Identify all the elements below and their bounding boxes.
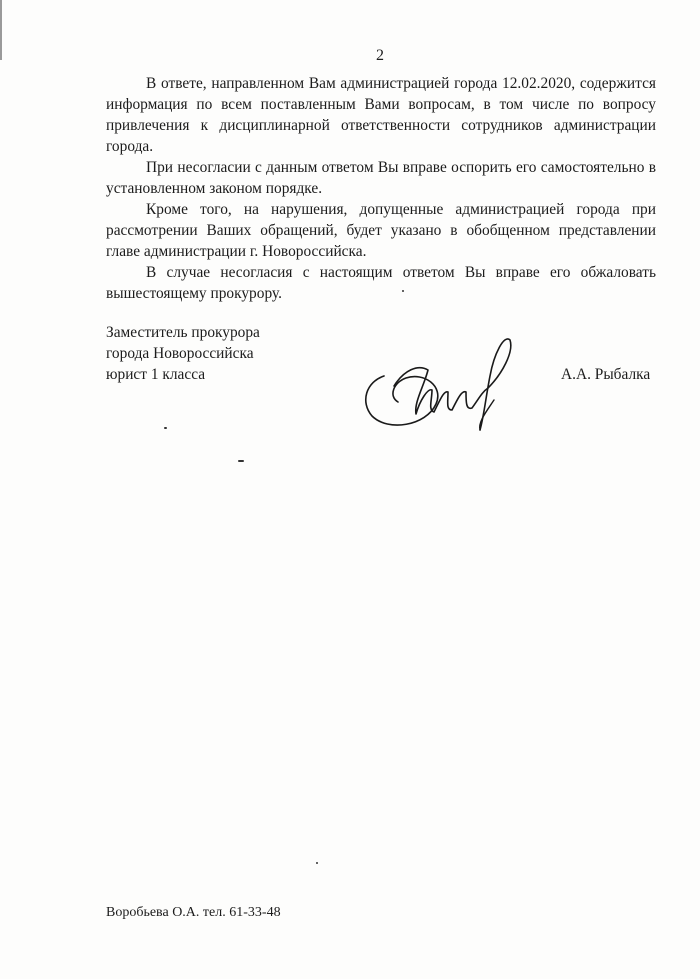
- contact-footer: Воробьева О.А. тел. 61-33-48: [106, 905, 281, 920]
- signatory-position-line1: Заместитель прокурора: [106, 324, 260, 341]
- signatory-position-block: [106, 322, 260, 385]
- scan-speck: [316, 862, 318, 864]
- letter-body: [106, 73, 656, 304]
- signatory-rank: юрист 1 класса: [106, 366, 206, 383]
- scan-speck: [238, 460, 244, 462]
- page-number: 2: [376, 47, 384, 64]
- signatory-position-line2: города Новороссийска: [106, 345, 254, 362]
- paragraph-appeal-right: В случае несогласия с настоящим ответом Вы вправе его обжаловать вышестоящему прокурору.: [106, 264, 656, 302]
- scan-speck: [402, 290, 404, 292]
- paragraph-violations-notice: Кроме того, на нарушения, допущенные администрацией города при рассмотрении Ваших обращений, будет указано в обобщенном представлении главе администрации г. Новороссийска.: [106, 201, 656, 260]
- scan-speck: [164, 427, 167, 429]
- paragraph-admin-response: В ответе, направленном Вам администрацией города 12.02.2020, содержится информация по всем поставленным Вами вопросам, в том числе по вопросу привлечения к дисциплинарной ответственности сотрудников администрации города.: [106, 75, 656, 155]
- signatory-name: А.А. Рыбалка: [561, 366, 651, 383]
- handwritten-signature: [354, 330, 534, 440]
- paragraph-right-to-contest: При несогласии с данным ответом Вы вправе оспорить его самостоятельно в установленном законом порядке.: [106, 159, 656, 197]
